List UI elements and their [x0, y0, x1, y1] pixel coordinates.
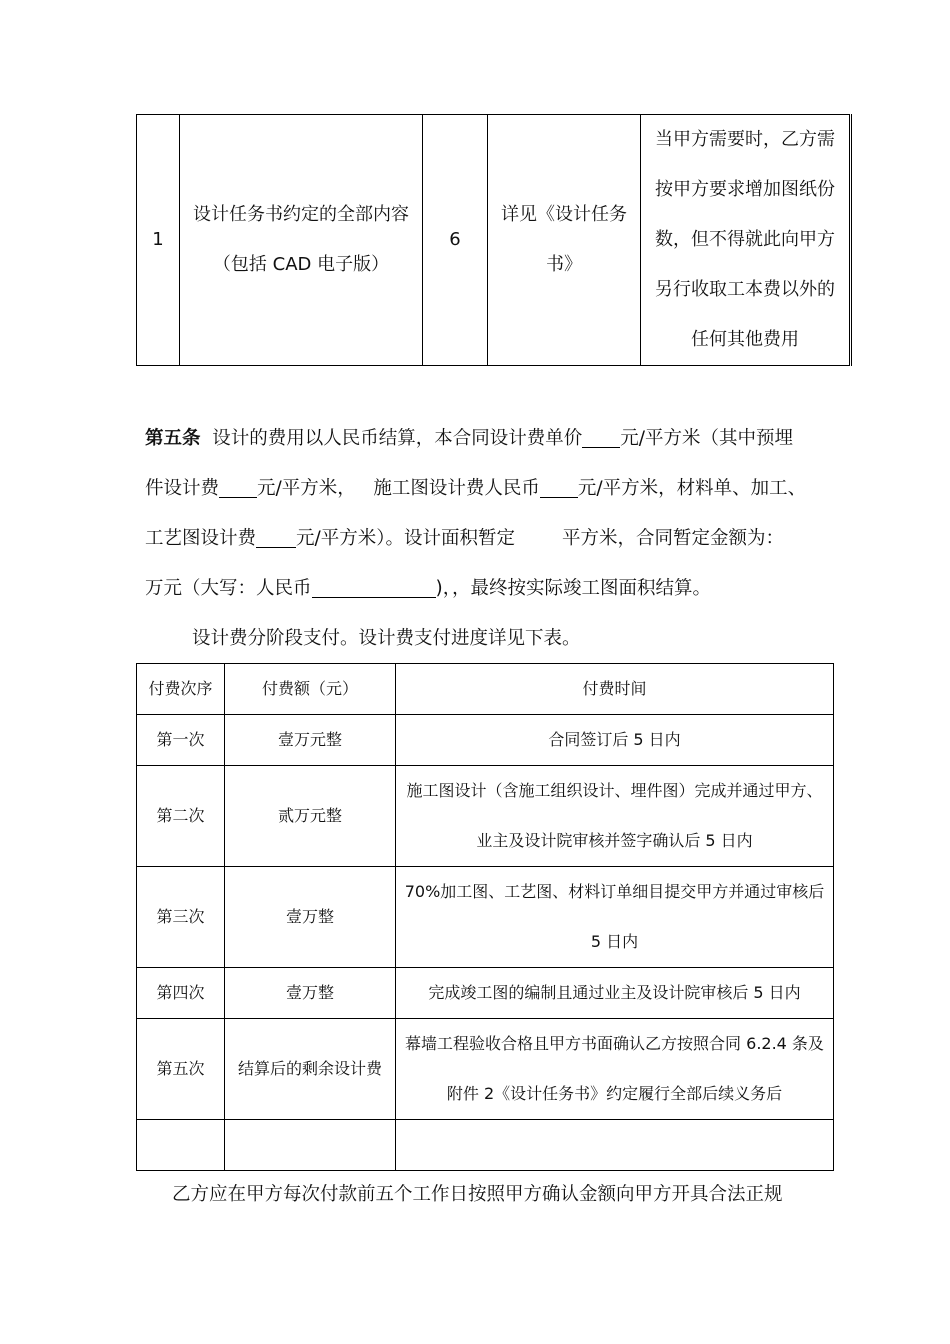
payment-time: 70%加工图、工艺图、材料订单细目提交甲方并通过审核后 5 日内 — [396, 867, 834, 968]
header-amount: 付费额（元） — [225, 664, 396, 715]
payment-time — [396, 1120, 834, 1171]
clause-text: 设计的费用以人民币结算，本合同设计费单价 — [212, 428, 583, 449]
table-row — [137, 766, 834, 867]
blank-unit-price — [582, 427, 620, 448]
table-header-row — [137, 664, 834, 715]
payment-order: 第一次 — [137, 715, 225, 766]
invoice-clause: 乙方应在甲方每次付款前五个工作日按照甲方确认金额向甲方开具合法正规 — [172, 1184, 783, 1205]
payment-amount: 结算后的剩余设计费 — [225, 1019, 396, 1120]
deliverables-table — [136, 114, 852, 366]
payment-order: 第五次 — [137, 1019, 225, 1120]
clause-text: 件设计费 — [145, 478, 220, 499]
clause5-line2 — [145, 474, 806, 500]
copies-count: 6 — [423, 115, 488, 366]
clause5-line1 — [145, 424, 793, 450]
payment-time: 幕墙工程验收合格且甲方书面确认乙方按照合同 6.2.4 条及附件 2《设计任务书》约定履行全部后续义务后 — [396, 1019, 834, 1120]
payment-amount: 壹万元整 — [225, 715, 396, 766]
clause-text: 元/平方米，材料单、加工、 — [577, 478, 807, 499]
clause-text: 元/平方米， — [257, 478, 356, 499]
table-row — [137, 715, 834, 766]
clause-heading: 第五条 — [145, 428, 201, 449]
clause5-line3 — [145, 524, 784, 550]
row-number: 1 — [137, 115, 180, 366]
payment-order: 第三次 — [137, 867, 225, 968]
clause-text: 元/平方米）。设计面积暂定 — [296, 528, 515, 549]
clause-text: )，，最终按实际竣工图面积结算。 — [435, 578, 711, 599]
payment-order — [137, 1120, 225, 1171]
blank-embedded-fee — [219, 477, 257, 498]
payment-time: 合同签订后 5 日内 — [396, 715, 834, 766]
clause-text: 施工图设计费人民币 — [373, 478, 540, 499]
clause-text: 工艺图设计费 — [145, 528, 257, 549]
payment-schedule-table — [136, 663, 834, 1171]
table-row — [137, 867, 834, 968]
payment-order: 第四次 — [137, 968, 225, 1019]
payment-amount: 壹万整 — [225, 867, 396, 968]
header-time: 付费时间 — [396, 664, 834, 715]
requirement: 详见《设计任务书》 — [488, 115, 641, 366]
payment-time: 施工图设计（含施工组织设计、埋件图）完成并通过甲方、业主及设计院审核并签字确认后 5 日内 — [396, 766, 834, 867]
clause-text: 平方米，合同暂定金额为： — [562, 528, 785, 549]
deliverable-content: 设计任务书约定的全部内容（包括 CAD 电子版） — [180, 115, 423, 366]
header-order: 付费次序 — [137, 664, 225, 715]
payment-time: 完成竣工图的编制且通过业主及设计院审核后 5 日内 — [396, 968, 834, 1019]
table-row — [137, 1019, 834, 1120]
payment-intro: 设计费分阶段支付。设计费支付进度详见下表。 — [192, 628, 581, 649]
table-row-empty — [137, 1120, 834, 1171]
payment-amount: 壹万整 — [225, 968, 396, 1019]
clause-text: 万元（大写：人民币 — [145, 578, 312, 599]
table-row — [137, 968, 834, 1019]
note: 当甲方需要时，乙方需按甲方要求增加图纸份数，但不得就此向甲方另行收取工本费以外的任何其他费用 — [641, 115, 851, 366]
blank-amount-in-words — [312, 577, 436, 598]
payment-order: 第二次 — [137, 766, 225, 867]
payment-amount: 贰万元整 — [225, 766, 396, 867]
payment-amount — [225, 1120, 396, 1171]
table-row — [137, 115, 851, 366]
blank-construction-fee — [540, 477, 578, 498]
blank-process-fee — [256, 527, 296, 548]
clause-text: 元/平方米（其中预埋 — [620, 428, 794, 449]
clause5-line4 — [145, 574, 711, 600]
